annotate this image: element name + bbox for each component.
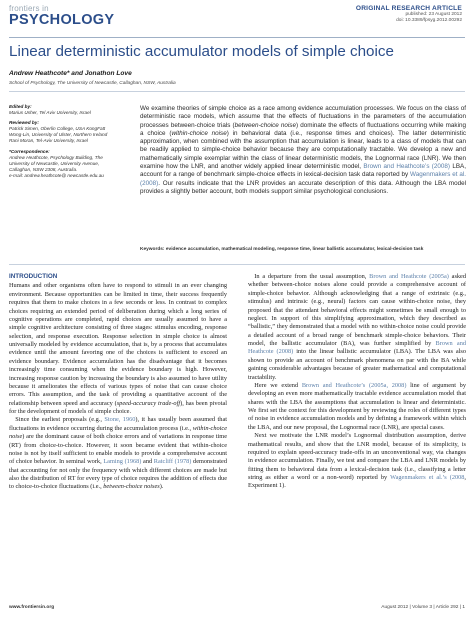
paragraph: Since the earliest proposals (e.g., Stone, 1960), it has usually been assumed that fluctuations in evidence occurring during the accumulation process (i.e., within-choice noise) are the dominant cause of both choice errors and of variations in response time (RT) from choice-to-choice. However, it soon became evident that within-choice noise is not by itself sufficient to enable models to provide a comprehensive account of choice behavior. In seminal work, Laming (1968) and Ratcliff (1978) demonstrated that accounting for not only the frequency with which different choices are made but also the distribution of RT for every type of choice requires the addition of effects due to choice-to-choice fluctuations (i.e., between-choice noises). — [9, 416, 227, 491]
abstract-text: . Our results indicate that the LNR provides an accurate description of this data. Although the LBA model provides a slightly better account, both models support similar psychological conclusions. — [140, 179, 466, 195]
abstract-text: We examine theories of simple choice as a race among evidence accumulation processes. We focus on the class of deterministic race models, which assume that the effects of fluctuations in the parameters of the accumulation processes between-choice trials ( — [140, 105, 466, 129]
article-type: ORIGINAL RESEARCH ARTICLE — [355, 5, 462, 12]
paragraph: Next we motivate the LNR model’s Lognormal distribution assumption, derive mathematical results, and show that the LNR model, because of its simplicity, is required to explain speed-accuracy trade-offs in an unconventional way, via changes in evidence accumulation. Finally, we test and compare the LBA and LNR models by fitting them to behavioral data from a lexical-decision task (i.e., classifying a letter string as either a word or a non-word) reported by Wagenmakers et al.’s (2008, Experiment 1). — [248, 432, 466, 490]
citation-link[interactable]: Brown and Heathcote’s (2005a, 2008) — [301, 381, 407, 389]
edited-by-label: Edited by: — [9, 104, 32, 109]
emphasis: between-choice noises — [103, 483, 160, 491]
keywords — [140, 247, 466, 253]
reviewed-by-text: Patrick Simen, Oberlin College, USA KongFatt Wong-Lin, University of Ulster, Northern Ireland Rani Moran, Tel-Aviv University, Israel — [9, 126, 108, 144]
logo-journal-text: PSYCHOLOGY — [9, 12, 115, 28]
keywords-label: Keywords: — [140, 247, 165, 252]
published-date: published: 23 August 2012 — [405, 12, 462, 17]
citation-link[interactable]: Laming (1968) — [103, 458, 142, 466]
editorial-sidebar — [9, 104, 109, 183]
affiliation: School of Psychology, The University of Newcastle, Callaghan, NSW, Australia — [9, 81, 176, 86]
abstract-emphasis: within-choice noise — [171, 129, 227, 137]
paragraph: Humans and other organisms often have to respond to stimuli in an ever changing environment. Because opportunities can be limited in time, their success frequently requires that them to make choices in a few seconds or less. In contrast to complex choices requiring an extended period of deliberation during which a long series of cognitive operations are completed, rapid choices are usually assumed to have a simple cognitive architecture consisting of three stages: stimulus encoding, response selection, and response execution. Response selection in simple choice is almost universally modeled by evidence accumulation, that is, by a process that accumulates evidence until the amount favoring one of the choices is sufficient to exceed an evidence boundary. Evidence accumulation has the disadvantage that it becomes increasingly time consuming when the evidence boundary is high. However, increasing response caution by increasing the boundary is also assumed to have utility because it ameliorates the effects of various types of noise that can cause choice errors. This assumption, and the task of providing a quantitative account of the relationship between speed and accuracy (speed-accuracy trade-off), has been pivotal for the development of models of simple choice. — [9, 282, 227, 415]
correspondence-block — [9, 149, 109, 179]
citation-link[interactable]: Wagenmakers et al. (2008) — [140, 171, 466, 187]
body-column-right — [248, 273, 466, 491]
citation-link[interactable]: Brown and Heathcote (2005a) — [369, 273, 449, 280]
paragraph: Here we extend Brown and Heathcote’s (2005a, 2008) line of argument by developing an even more mathematically tractable evidence accumulation model that shares with the LBA the assumptions that accumulation is linear and deterministic. We first set the context for this development by reviewing the roles of different types of noise in evidence accumulation models and by defining a framework within which the LBA, and our new proposal, the Lognormal race (LNR), are special cases. — [248, 381, 466, 431]
citation-link[interactable]: Ratcliff (1978) — [153, 458, 192, 466]
author-list: Andrew Heathcote* and Jonathon Love — [9, 70, 132, 77]
footer-issue-info: August 2012 | Volume 3 | Article 292 | 1 — [381, 605, 465, 610]
footer-website[interactable]: www.frontiersin.org — [9, 605, 55, 610]
citation-link[interactable]: Wagenmakers et al.’s (2008 — [390, 474, 465, 481]
header-divider — [9, 37, 465, 38]
edited-by-text: Marius Usher, Tel Aviv University, Israel — [9, 110, 91, 116]
abstract-text: LBA, account for a range of benchmark simple-choice effects in lexical-decision task data reported by — [140, 163, 466, 179]
journal-header — [0, 0, 474, 38]
correspondence-text: Andrew Heathcote, Psychology Building, The University of Newcastle, University Avenue, Callaghan, NSW 2308, Australia. — [9, 154, 103, 172]
title-divider — [9, 91, 465, 92]
abstract-text: ) in behavioral data (i.e., response times and choices). The latter deterministic approximation, when combined with the assumption that accumulation is linear, leads to a class of models that can be readily applied to simple-choice behavior because they are computationally tractable. We develop a new and mathematically simple exemplar within the class of linear deterministic models, the Lognormal race (LNR). We then examine how the LNR, and another widely applied linear deterministic model, — [140, 129, 466, 171]
journal-logo[interactable] — [9, 5, 129, 28]
edited-by-block — [9, 104, 109, 116]
emphasis: within-choice noise — [9, 424, 227, 441]
abstract-text: ) dominate the effects of fluctuations occurring while making a choice ( — [140, 121, 466, 137]
keywords-text: evidence accumulation, mathematical modeling, response time, linear ballistic accumulator, lexical-decision task — [164, 247, 424, 252]
emphasis: speed-accuracy trade-off — [116, 399, 181, 407]
abstract — [140, 105, 466, 196]
correspondence-label: *Correspondence: — [9, 148, 50, 154]
abstract-emphasis: between-choice noise — [234, 121, 296, 129]
article-meta — [356, 5, 462, 24]
correspondence-email[interactable]: e-mail: andrew.heathcote@ newcastle.edu.au — [9, 172, 104, 178]
article-title: Linear deterministic accumulator models of simple choice — [9, 43, 394, 60]
citation-link[interactable]: Brown and Heathcote (2008) — [248, 340, 466, 356]
doi[interactable]: doi: 10.3389/fpsyg.2012.00292 — [396, 18, 462, 23]
reviewed-by-label: Reviewed by: — [9, 120, 39, 126]
citation-link[interactable]: Stone, 1960 — [104, 416, 136, 424]
keywords-divider — [9, 264, 465, 265]
logo-frontiers-text: frontiers in — [9, 4, 49, 13]
citation-link[interactable]: Brown and Heathcote’s (2008) — [363, 163, 451, 171]
reviewed-by-block — [9, 120, 109, 144]
paragraph: In a departure from the usual assumption, Brown and Heathcote (2005a) asked whether between-choice noises alone could provide a comprehensive account of simple-choice behavior. Although acknowledging that a range of extrinsic (e.g., stimulus) and intrinsic (e.g., neural) factors can cause within-choice noise, they proposed that the attendant behavioral effects might sometimes be small enough to neglect. In support of this simplifying approximation, which they described as “ballistic,” they demonstrated that a model with no within-choice noise could provide a detailed account of a broad range of benchmark simple-choice behaviors. Their model, the ballistic accumulator (BA), was further simplified by Brown and Heathcote (2008) into the linear ballistic accumulator (LBA). The LBA was also shown to provide an account of benchmark phenomena on par with the BA while gaining considerable advantages because of greater mathematical and computational tractability. — [248, 273, 466, 381]
section-heading: INTRODUCTION — [9, 273, 58, 280]
body-column-left — [9, 273, 227, 492]
